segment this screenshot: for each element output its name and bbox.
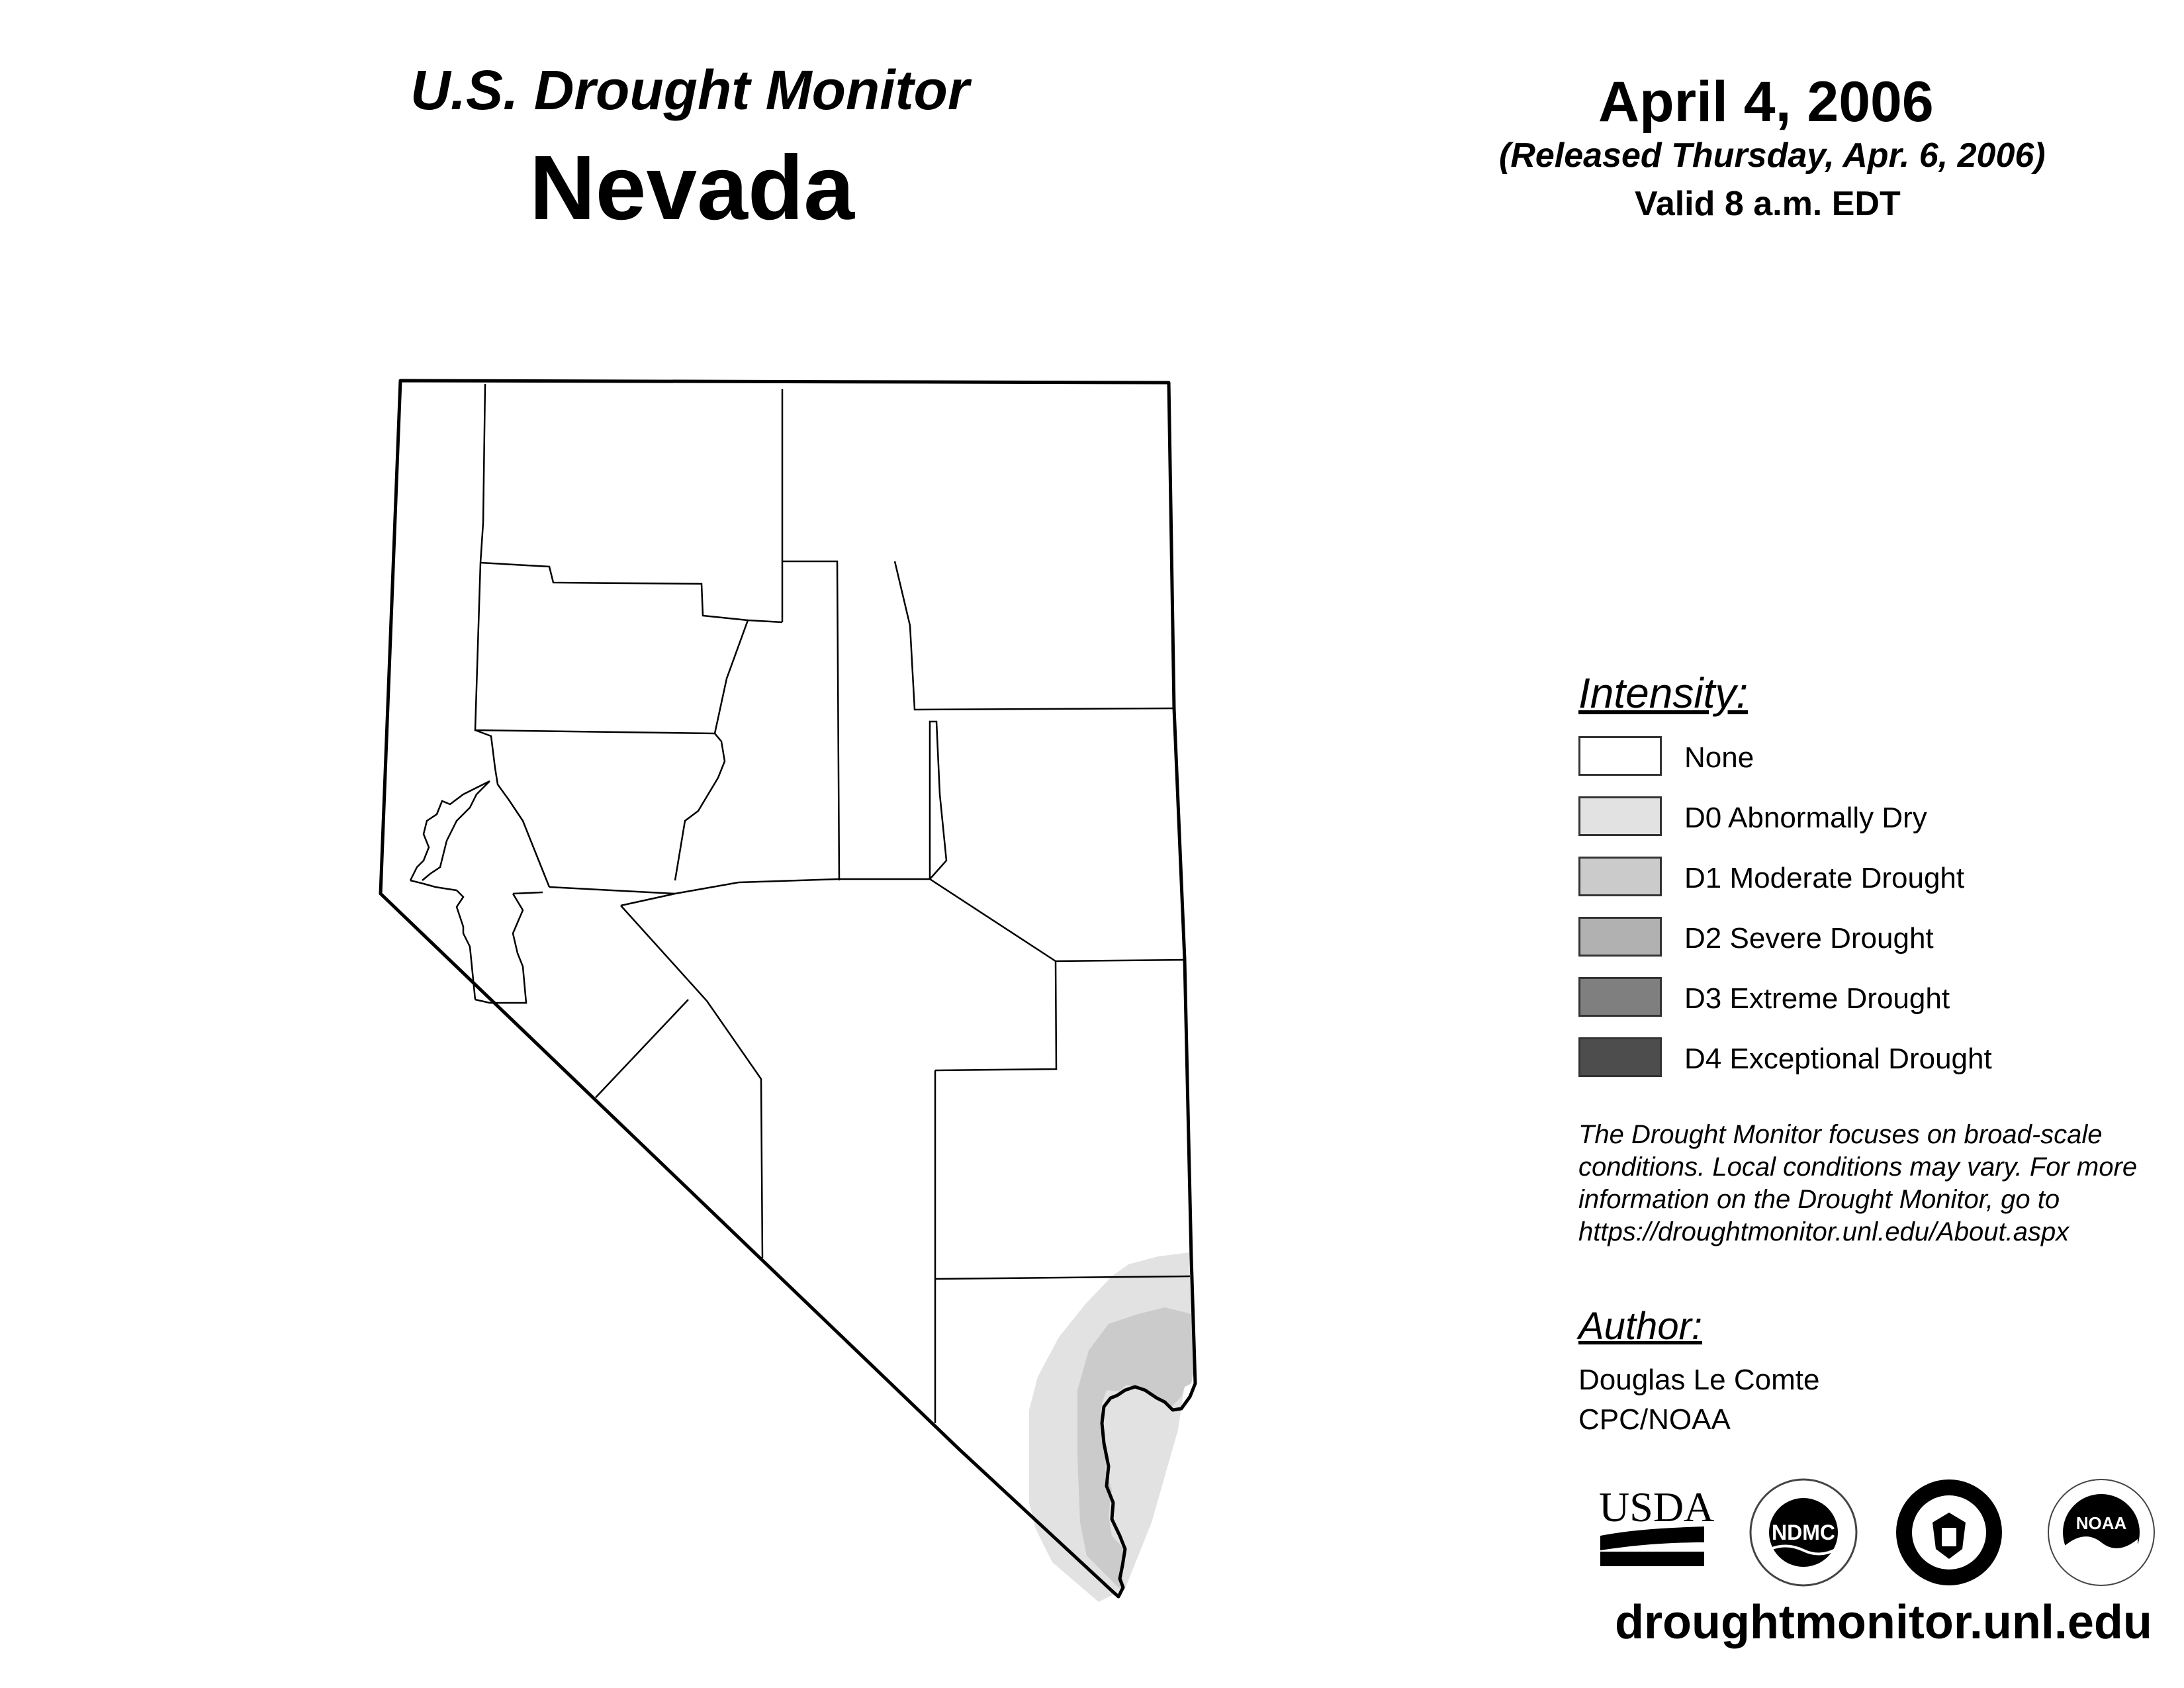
- legend-label: D4 Exceptional Drought: [1684, 1043, 1992, 1075]
- product-title: U.S. Drought Monitor: [410, 59, 970, 121]
- legend-label: D2 Severe Drought: [1684, 922, 1934, 955]
- legend-swatch: [1578, 917, 1662, 957]
- ndmc-logo: [1747, 1476, 1860, 1589]
- legend-item: [1578, 736, 2174, 778]
- legend-label: None: [1684, 741, 1754, 774]
- author-heading: Author:: [1578, 1305, 1702, 1348]
- legend-swatch: [1578, 857, 1662, 896]
- county-lines: [410, 384, 1190, 1423]
- legend-swatch: [1578, 736, 1662, 776]
- author-name: Douglas Le Comte: [1578, 1364, 1820, 1396]
- legend-label: D3 Extreme Drought: [1684, 982, 1950, 1015]
- legend-item: [1578, 1037, 2174, 1080]
- legend-swatch: [1578, 1037, 1662, 1077]
- ndmc-logo-text: NDMC: [1772, 1521, 1835, 1544]
- legend-label: D0 Abnormally Dry: [1684, 802, 1927, 834]
- legend-item: [1578, 857, 2174, 899]
- map-date: April 4, 2006: [1598, 70, 1934, 134]
- release-date: (Released Thursday, Apr. 6, 2006): [1499, 136, 2046, 175]
- state-title: Nevada: [529, 137, 854, 239]
- noaa-logo-text: NOAA: [2075, 1513, 2127, 1533]
- legend-item: [1578, 977, 2174, 1019]
- website-link[interactable]: droughtmonitor.unl.edu: [1615, 1596, 2152, 1649]
- legend-item: [1578, 917, 2174, 959]
- legend-swatch: [1578, 796, 1662, 836]
- department-of-commerce-seal-icon: [1893, 1476, 2005, 1589]
- noaa-logo: [2045, 1476, 2158, 1589]
- author-organization: CPC/NOAA: [1578, 1403, 1731, 1436]
- legend-title: Intensity:: [1578, 669, 1749, 717]
- usda-logo-text: USDA: [1599, 1483, 1714, 1530]
- legend-swatch: [1578, 977, 1662, 1017]
- legend-item: [1578, 796, 2174, 839]
- valid-time: Valid 8 a.m. EDT: [1635, 185, 1901, 223]
- usda-logo: [1595, 1476, 1714, 1569]
- legend-label: D1 Moderate Drought: [1684, 862, 1965, 894]
- disclaimer-note: The Drought Monitor focuses on broad-scale conditions. Local conditions may vary. For more information on the Drought Monitor, go to https://droughtmonitor.unl.edu/About.aspx: [1578, 1120, 2138, 1246]
